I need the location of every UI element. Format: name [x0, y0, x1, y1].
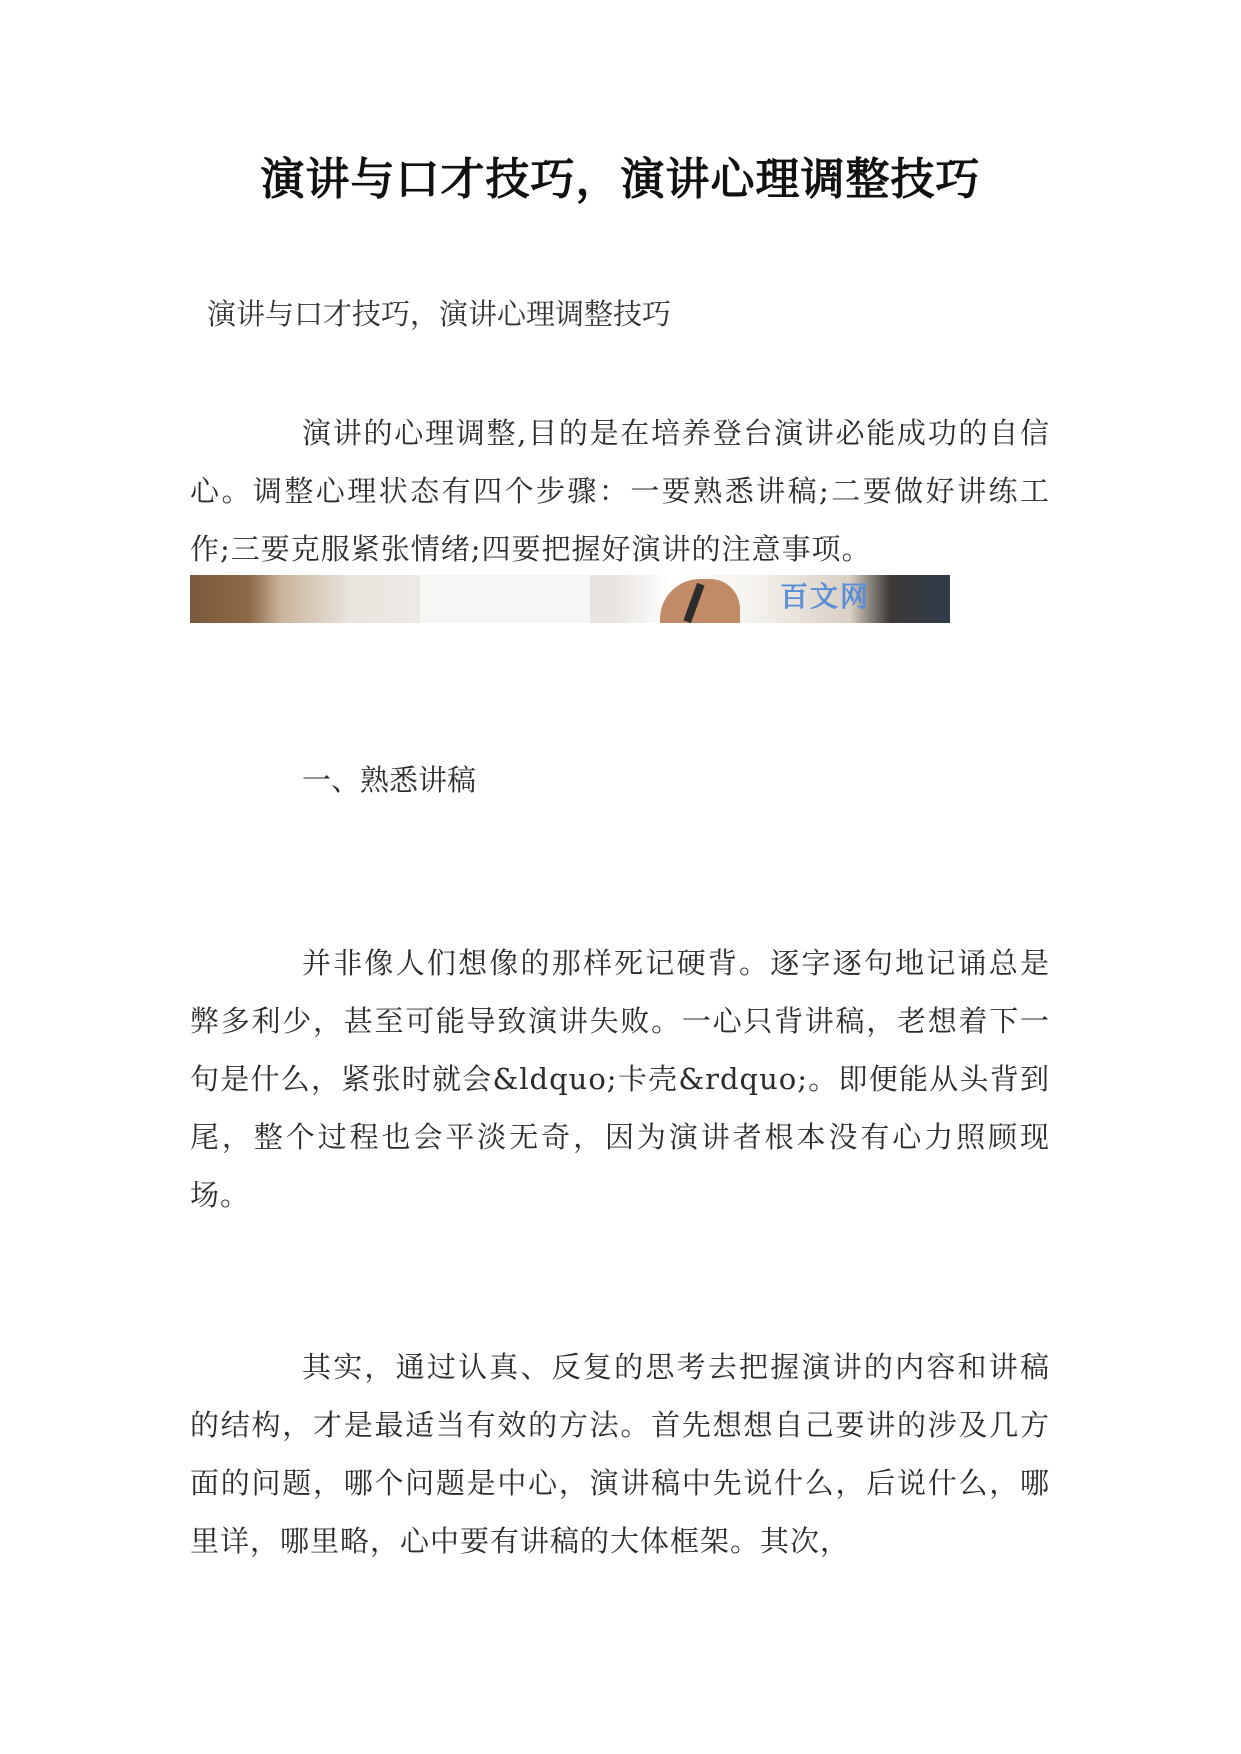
- intro-paragraph: 演讲的心理调整,目的是在培养登台演讲必能成功的自信心。调整心理状态有四个步骤：一要熟悉讲稿;二要做好讲练工作;三要克服紧张情绪;四要把握好演讲的注意事项。: [190, 416, 1050, 566]
- photo-paper: [420, 575, 590, 623]
- document-title: 演讲与口才技巧，演讲心理调整技巧: [260, 154, 981, 205]
- document-subtitle: 演讲与口才技巧，演讲心理调整技巧: [207, 297, 672, 331]
- body-paragraph-1: 并非像人们想像的那样死记硬背。逐字逐句地记诵总是弊多利少，甚至可能导致演讲失败。一心只背讲稿，老想着下一句是什么，紧张时就会&ldquo;卡壳&rdquo;。即便能从头背到尾，整个过程也会平淡无奇，因为演讲者根本没有心力照顾现场。: [190, 946, 1050, 1212]
- section-heading: 一、熟悉讲稿: [302, 763, 477, 797]
- photo-watermark-logo: 百文网: [780, 580, 871, 613]
- article-photo: [190, 575, 950, 623]
- body-paragraph-2: 其实，通过认真、反复的思考去把握演讲的内容和讲稿的结构，才是最适当有效的方法。首先想想自己要讲的涉及几方面的问题，哪个问题是中心，演讲稿中先说什么，后说什么，哪里详，哪里略，心中要有讲稿的大体框架。其次，: [190, 1350, 1050, 1558]
